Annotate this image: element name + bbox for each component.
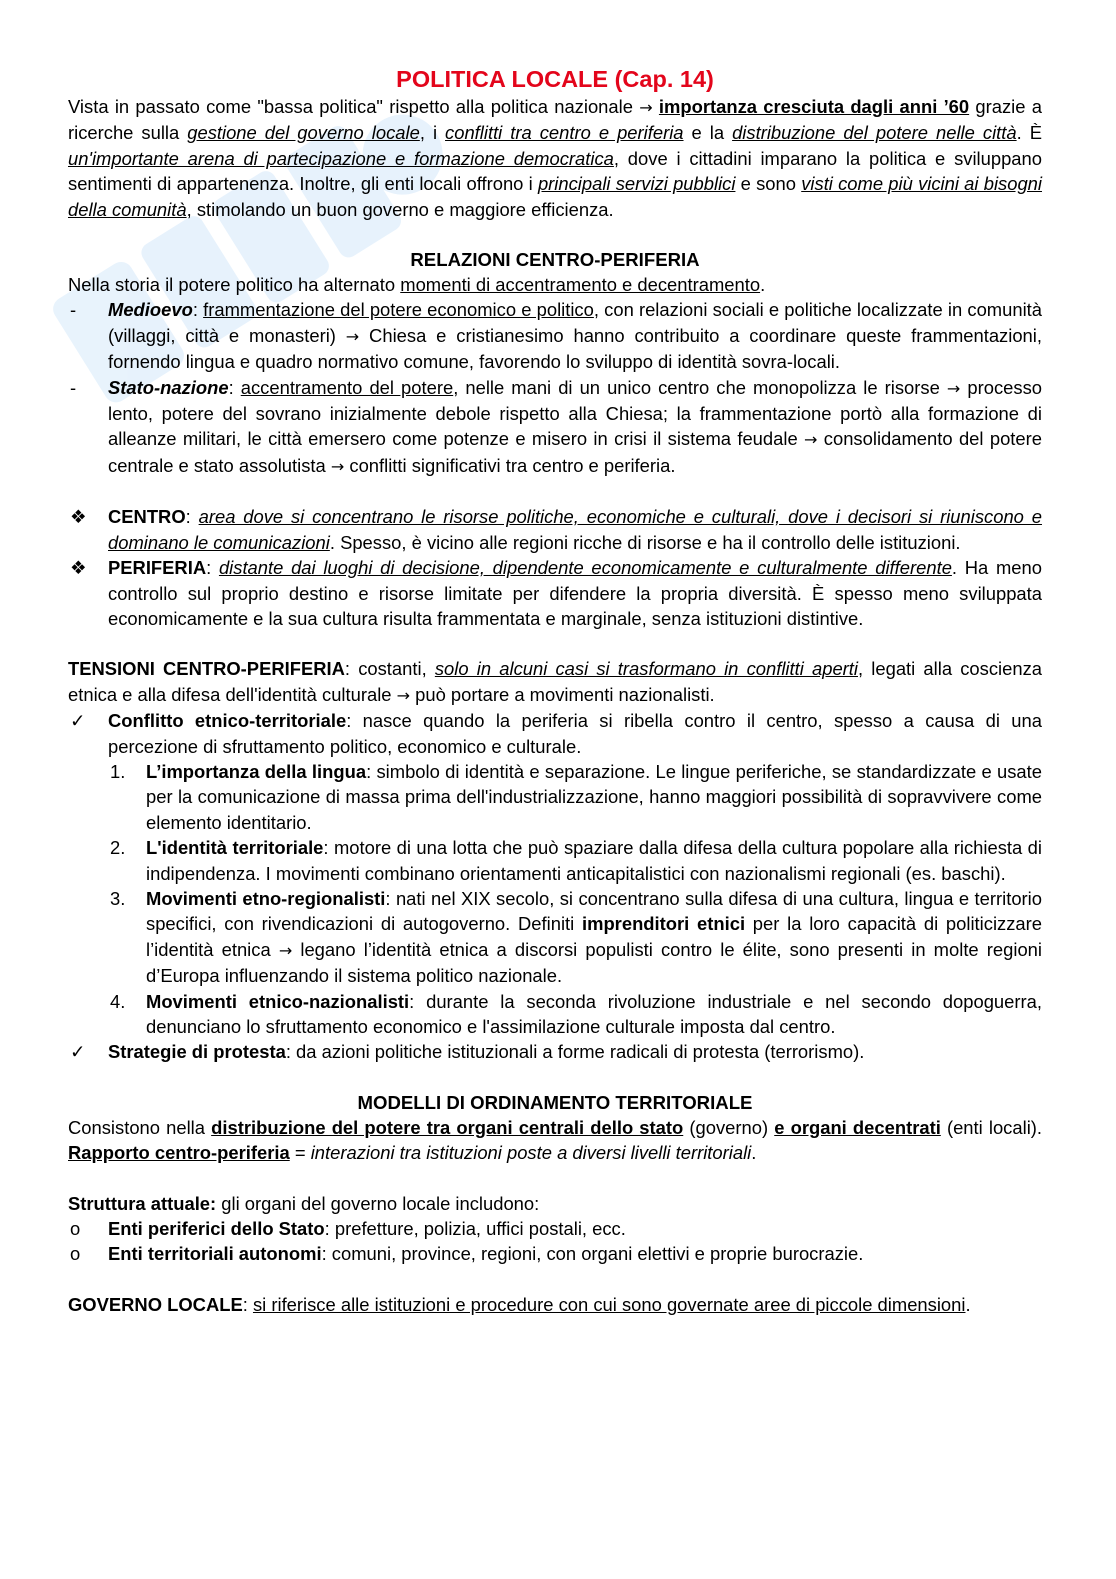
text: Nella storia il potere politico ha alternato bbox=[68, 274, 401, 296]
term: Stato-nazione bbox=[108, 376, 229, 398]
text: : bbox=[242, 1293, 253, 1315]
term: Strategie di protesta bbox=[108, 1041, 286, 1063]
intro-text: , i bbox=[419, 122, 446, 144]
diamond-bullet-icon: ❖ bbox=[70, 506, 87, 528]
text: : bbox=[206, 557, 219, 579]
arrow-icon: → bbox=[946, 378, 961, 398]
highlight: distribuzione del potere tra organi centrali dello stato bbox=[211, 1116, 684, 1138]
highlight: accentramento del potere bbox=[240, 376, 454, 398]
text: legano l’identità etnica a discorsi populisti contro le élite, sono presenti in molte regioni d’Europa influenzando il sistema politico nazionale. bbox=[146, 938, 1042, 987]
text: , nelle mani di un unico centro che monopolizza le risorse bbox=[453, 376, 947, 398]
highlight: Rapporto centro-periferia bbox=[68, 1142, 290, 1164]
item-number: 4. bbox=[110, 990, 126, 1012]
numbered-item-2 bbox=[68, 835, 1042, 886]
text: : comuni, province, regioni, con organi elettivi e proprie burocrazie. bbox=[321, 1243, 864, 1265]
intro-highlight: principali servizi pubblici bbox=[537, 173, 736, 195]
item-number: 2. bbox=[110, 837, 126, 859]
list-item-medioevo bbox=[68, 297, 1042, 374]
section-heading-relazioni: RELAZIONI CENTRO-PERIFERIA bbox=[410, 249, 700, 271]
highlight: e organi decentrati bbox=[774, 1116, 941, 1138]
term: imprenditori etnici bbox=[581, 913, 746, 935]
text: . bbox=[751, 1142, 757, 1164]
list-item-strategie bbox=[68, 1039, 1042, 1064]
highlight: area dove si concentrano le risorse politiche, economiche e culturali, dove i decisori si riuniscono e dominano le comunicazioni bbox=[108, 506, 1042, 553]
intro-text: . È bbox=[1016, 122, 1042, 144]
text: per la loro capacità di politicizzare l’identità etnica bbox=[146, 913, 1043, 960]
text: (enti locali). bbox=[940, 1116, 1043, 1138]
intro-highlight: conflitti tra centro e periferia bbox=[445, 122, 684, 144]
term: GOVERNO LOCALE bbox=[68, 1293, 243, 1315]
definition: interazioni tra istituzioni poste a diversi livelli territoriali bbox=[310, 1142, 752, 1164]
intro-text: e la bbox=[683, 122, 733, 144]
term: Enti territoriali autonomi bbox=[108, 1243, 322, 1265]
term: Movimenti etno-regionalisti bbox=[146, 887, 386, 909]
intro-highlight: importanza cresciuta dagli anni ’60 bbox=[658, 96, 970, 117]
term: Medioevo bbox=[108, 299, 193, 321]
intro-highlight: un'importante arena di partecipazione e formazione democratica bbox=[68, 147, 614, 169]
section-heading-modelli: MODELLI DI ORDINAMENTO TERRITORIALE bbox=[357, 1091, 753, 1113]
dash-marker: - bbox=[70, 376, 77, 398]
numbered-item-3 bbox=[68, 886, 1042, 989]
intro-highlight: visti come più vicini ai bisogni della comunità bbox=[68, 173, 1042, 220]
text: : durante la seconda rivoluzione industriale e nel secondo dopoguerra, denunciano lo sfruttamento economico e l'assimilazione culturale imposta dal centro. bbox=[146, 990, 1042, 1037]
arrow-icon: → bbox=[804, 430, 818, 450]
highlight: momenti di accentramento e decentramento bbox=[400, 274, 761, 296]
term: Enti periferici dello Stato bbox=[108, 1218, 325, 1240]
text: (governo) bbox=[683, 1116, 775, 1138]
term: Conflitto etnico-territoriale bbox=[108, 710, 347, 732]
text: processo lento, potere del sovrano inizialmente debole rispetto alla Chiesa; la frammentazione portò alla formazione di alleanze militari, le città emersero come potenze e misero in crisi il sistema feudale bbox=[108, 376, 1042, 450]
text: . Spesso, è vicino alle regioni ricche di risorse e ha il controllo delle istituzioni. bbox=[329, 531, 961, 553]
highlight: si riferisce alle istituzioni e procedure con cui sono governate aree di piccole dimensioni bbox=[252, 1293, 966, 1315]
intro-highlight: distribuzione del potere nelle città bbox=[732, 122, 1017, 144]
arrow-icon: → bbox=[278, 940, 293, 960]
text: , con relazioni sociali e politiche localizzate in comunità (villaggi, città e monasteri) bbox=[108, 299, 1043, 346]
text: : nati nel XIX secolo, si concentrano sulla difesa di una cultura, lingua e territorio specifici, con rivendicazioni di autogoverno. Definiti bbox=[146, 887, 1042, 935]
highlight: distante dai luoghi di decisione, dipendente economicamente e culturalmente differente bbox=[218, 557, 952, 579]
tensioni-paragraph bbox=[68, 656, 1042, 708]
term: Movimenti etnico-nazionalisti bbox=[146, 990, 410, 1012]
text: . bbox=[965, 1293, 971, 1315]
highlight: frammentazione del potere economico e politico bbox=[203, 299, 594, 321]
text: : bbox=[185, 506, 199, 528]
governo-locale-paragraph bbox=[68, 1292, 1042, 1317]
text: Consistono nella bbox=[68, 1116, 212, 1138]
intro-text: , stimolando un buon governo e maggiore efficienza. bbox=[186, 198, 614, 220]
dash-marker: - bbox=[70, 299, 77, 321]
arrow-icon: → bbox=[345, 326, 360, 346]
intro-text: Vista in passato come "bassa politica" rispetto alla politica nazionale bbox=[68, 96, 640, 117]
arrow-icon: → bbox=[639, 98, 653, 117]
text: consolidamento del potere centrale e stato assolutista bbox=[108, 428, 1042, 476]
text: : costanti, bbox=[344, 658, 435, 680]
text: : bbox=[192, 299, 204, 321]
text: . bbox=[760, 274, 766, 296]
text: : da azioni politiche istituzionali a forme radicali di protesta (terrorismo). bbox=[285, 1041, 865, 1063]
modelli-paragraph bbox=[68, 1115, 1042, 1166]
page-title: POLITICA LOCALE (Cap. 14) bbox=[396, 66, 714, 92]
text: : nasce quando la periferia si ribella contro il centro, spesso a causa di una percezione di sfruttamento politico, economico e culturale. bbox=[108, 710, 1042, 757]
document-page bbox=[68, 64, 1042, 1317]
text: : motore di una lotta che può spaziare dalla difesa della cultura popolare alla richiesta di indipendenza. I movimenti combinano orientamenti anticapitalistici con nazionalismi regionali (es. baschi). bbox=[146, 837, 1042, 884]
numbered-item-4 bbox=[68, 989, 1042, 1040]
term: L’importanza della lingua bbox=[146, 760, 367, 782]
item-number: 3. bbox=[110, 887, 126, 909]
text: . Ha meno controllo sul proprio destino e risorse limitate per difendere la propria diversità. È spesso meno sviluppata economicamente e la sua cultura risulta frammentata e marginale, senza istituzioni distintive. bbox=[108, 557, 1042, 629]
term: L'identità territoriale bbox=[146, 837, 324, 859]
item-number: 1. bbox=[110, 760, 126, 782]
arrow-icon: → bbox=[396, 685, 411, 705]
check-icon: ✓ bbox=[70, 710, 86, 732]
text: , legati alla coscienza etnica e alla difesa dell'identità culturale bbox=[68, 658, 1042, 705]
struttura-paragraph bbox=[68, 1191, 1042, 1216]
list-item-enti-territoriali bbox=[68, 1241, 1042, 1266]
list-item-enti-periferici bbox=[68, 1216, 1042, 1241]
text: può portare a movimenti nazionalisti. bbox=[410, 683, 715, 705]
term: Struttura attuale: bbox=[68, 1192, 217, 1214]
text: : prefetture, polizia, uffici postali, ecc. bbox=[324, 1218, 626, 1240]
intro-text: , dove i cittadini imparano la politica e sviluppano sentimenti di appartenenza. Inoltre, gli enti locali offrono i bbox=[68, 147, 1042, 195]
text: Chiesa e cristianesimo hanno contribuito a coordinare queste frammentazioni, fornendo lingua e quadro normativo comune, favorendo lo sviluppo di identità sovra-locali. bbox=[108, 324, 1042, 373]
arrow-icon: → bbox=[330, 456, 345, 476]
list-item-stato-nazione bbox=[68, 375, 1042, 480]
text: : simbolo di identità e separazione. Le lingue periferiche, se standardizzate e usate per la comunicazione di massa prima dell'industrializzazione, hanno maggiori possibilità di sopravvivere come elemento identitario. bbox=[146, 760, 1042, 833]
text: conflitti significativi tra centro e periferia. bbox=[344, 454, 676, 476]
intro-paragraph bbox=[68, 94, 1042, 222]
check-icon: ✓ bbox=[70, 1041, 86, 1063]
term: PERIFERIA bbox=[108, 557, 207, 579]
list-item-centro bbox=[68, 504, 1042, 555]
term: CENTRO bbox=[108, 506, 186, 528]
intro-text: grazie a ricerche sulla bbox=[68, 96, 1042, 144]
text: : bbox=[228, 376, 241, 398]
diamond-bullet-icon: ❖ bbox=[70, 557, 87, 579]
list-item-conflitto bbox=[68, 708, 1042, 759]
highlight: solo in alcuni casi si trasformano in conflitti aperti bbox=[434, 658, 858, 680]
circle-bullet-icon: o bbox=[70, 1243, 81, 1265]
text: = bbox=[289, 1142, 311, 1164]
numbered-item-1 bbox=[68, 759, 1042, 835]
list-item-periferia bbox=[68, 555, 1042, 631]
term: TENSIONI CENTRO-PERIFERIA bbox=[68, 658, 345, 680]
intro-highlight: gestione del governo locale bbox=[187, 122, 420, 144]
relazioni-paragraph bbox=[68, 272, 1042, 297]
intro-text: e sono bbox=[735, 173, 802, 195]
text: gli organi del governo locale includono: bbox=[216, 1192, 540, 1214]
circle-bullet-icon: o bbox=[70, 1218, 81, 1240]
